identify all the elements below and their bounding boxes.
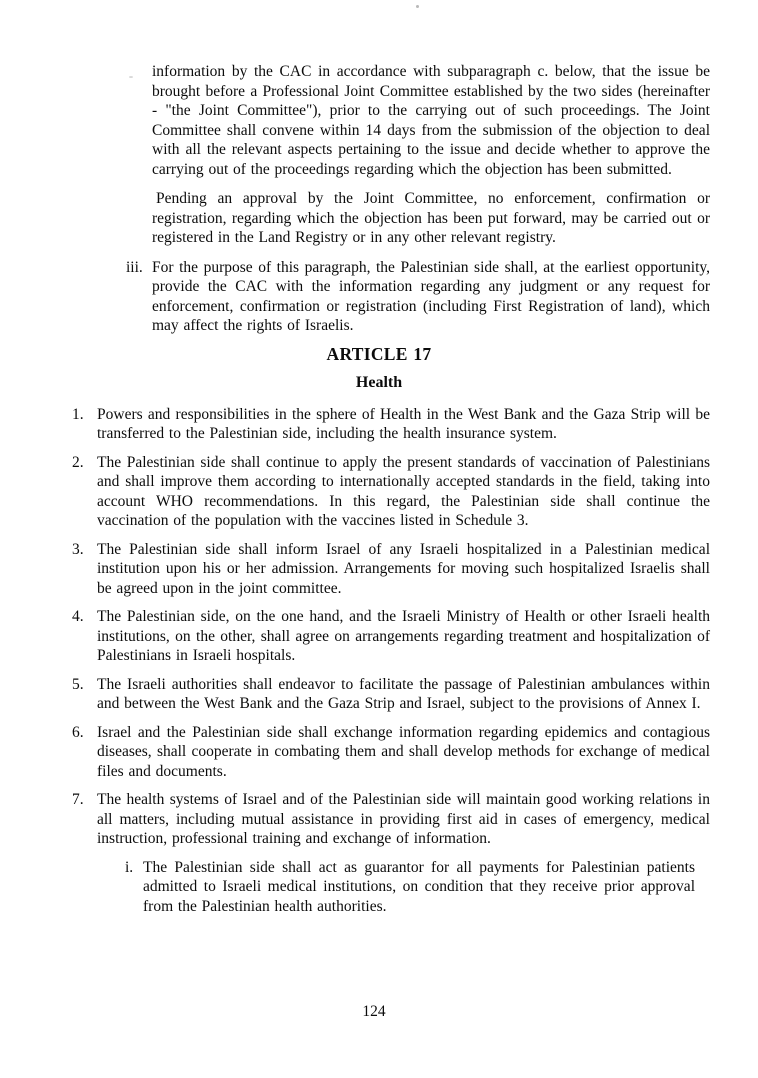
article-item-1-number: 1.	[72, 405, 84, 423]
article-item-6-number: 6.	[72, 723, 84, 741]
article-heading: ARTICLE 17	[326, 343, 432, 364]
list-item-iii-text: For the purpose of this paragraph, the Palestinian side shall, at the earliest opportunity, provide the CAC with the information regarding any judgment or any request for enforcement, confirmation or registration (including First Registration of land), which may affect the rights of Israelis.	[152, 258, 710, 334]
article-item-6	[72, 723, 710, 782]
article-item-5-text: The Israeli authorities shall endeavor to facilitate the passage of Palestinian ambulances within and between the West Bank and the Gaza Strip and Israel, subject to the provisions of Annex I.	[97, 675, 710, 712]
article-subitem-i-marker: i.	[125, 858, 134, 876]
article-item-2-text: The Palestinian side shall continue to apply the present standards of vaccination of Palestinians and shall improve them according to internationally accepted standards in the field, taking into account WHO recommendations. In this regard, the Palestinian side shall continue the vaccination of the population with the vaccines listed in Schedule 3.	[97, 453, 710, 529]
article-item-3	[72, 540, 710, 599]
article-item-2-number: 2.	[72, 453, 84, 471]
scan-artifact-dot	[416, 5, 419, 8]
article-subitem-i-text: The Palestinian side shall act as guarantor for all payments for Palestinian patients admitted to Israeli medical institutions, on condition that they receive prior approval from the Palestinian health authorities.	[143, 858, 695, 915]
article-item-4-text: The Palestinian side, on the one hand, and the Israeli Ministry of Health or other Israeli health institutions, on the other, shall agree on arrangements regarding treatment and hospitalization of Palestinians in Israeli hospitals.	[97, 608, 710, 664]
article-item-4	[72, 607, 710, 666]
article-item-1-text: Powers and responsibilities in the sphere of Health in the West Bank and the Gaza Strip will be transferred to the Palestinian side, including the health insurance system.	[97, 405, 710, 442]
article-item-7-number: 7.	[72, 791, 84, 808]
article-subitem-i	[125, 858, 695, 917]
scan-artifact-smudge	[129, 76, 133, 78]
pending-approval-paragraph: Pending an approval by the Joint Committee, no enforcement, confirmation or registration, regarding which the objection has been put forward, may be carried out or registered in the Land Registry or in any other relevant registry.	[152, 190, 710, 246]
article-item-3-number: 3.	[72, 540, 84, 558]
article-item-6-text: Israel and the Palestinian side shall exchange information regarding epidemics and contagious diseases, shall cooperate in combating them and shall develop methods for exchange of medical files and documents.	[97, 723, 710, 780]
article-item-3-text: The Palestinian side shall inform Israel of any Israeli hospitalized in a Palestinian medical institution upon his or her admission. Arrangements for moving such hospitalized Israelis shall be agreed upon in the joint committee.	[97, 540, 710, 597]
article-item-2	[72, 453, 710, 531]
list-item-iii-marker: iii.	[126, 258, 143, 276]
article-subheading: Health	[355, 373, 403, 391]
article-item-5-number: 5.	[72, 675, 84, 693]
article-item-5	[72, 675, 710, 714]
continuation-paragraph: information by the CAC in accordance with subparagraph c. below, that the issue be brought before a Professional Joint Committee established by the two sides (hereinafter - "the Joint Committee"), prior to the carrying out of such proceedings. The Joint Committee shall convene within 14 days from the submission of the objection to deal with all the relevant aspects pertaining to the issue and decide whether to approve the carrying out of the proceedings regarding which the objection has been submitted.	[152, 63, 710, 178]
article-item-4-number: 4.	[72, 608, 84, 625]
article-item-1	[72, 405, 710, 444]
list-item-iii	[126, 258, 710, 336]
article-item-7-text: The health systems of Israel and of the Palestinian side will maintain good working relations in all matters, including mutual assistance in providing first aid in cases of emergency, medical instruction, professional training and exchange of information.	[97, 791, 710, 847]
page-number: 124	[362, 1003, 386, 1020]
article-item-7	[72, 790, 710, 849]
